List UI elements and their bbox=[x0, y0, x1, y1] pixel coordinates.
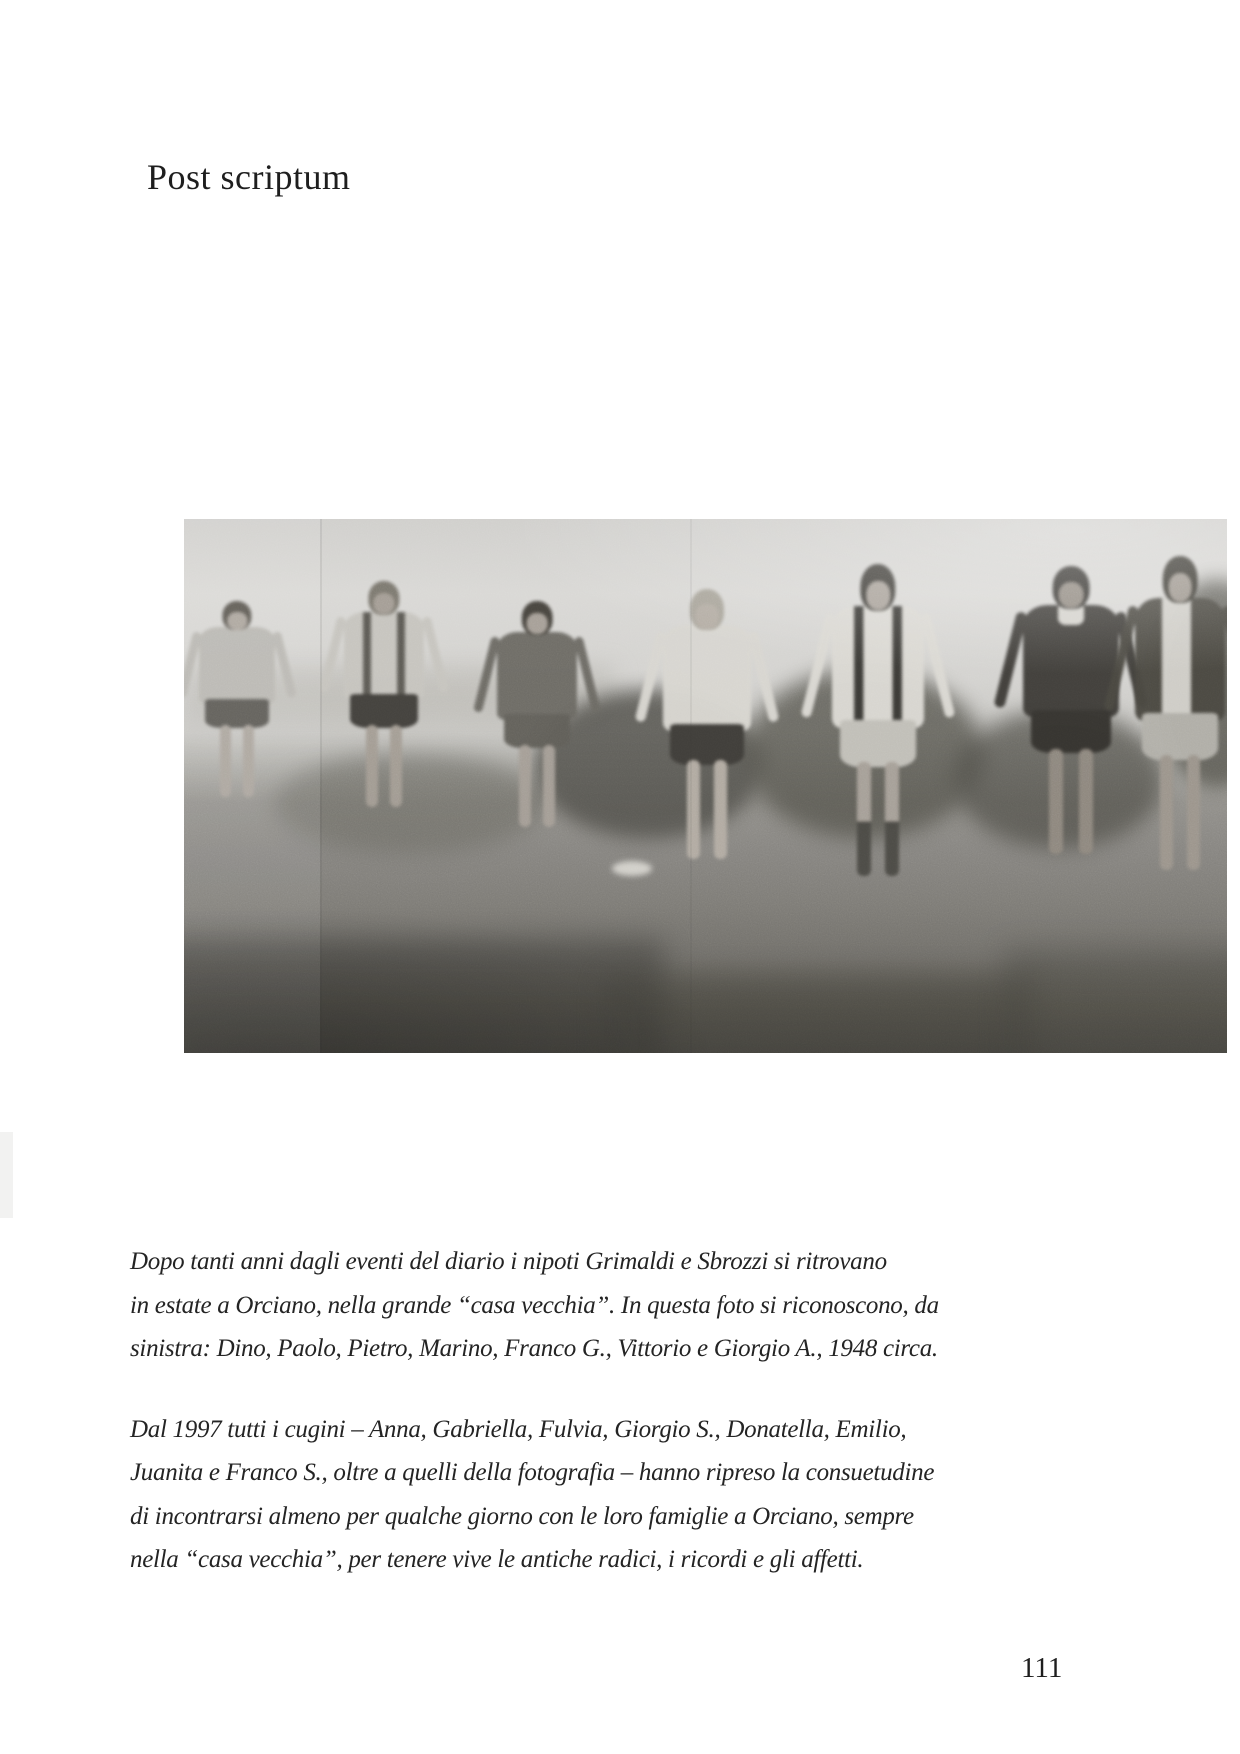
child-leg bbox=[687, 760, 700, 859]
child-torso bbox=[663, 625, 751, 730]
child-shorts bbox=[1031, 710, 1111, 753]
photo-child-2 bbox=[338, 581, 430, 807]
caption-line: di incontrarsi almeno per qualche giorno con le loro famiglie a Orciano, sempre bbox=[130, 1502, 914, 1530]
left-margin-artifact bbox=[0, 1132, 13, 1218]
child-face bbox=[695, 604, 718, 629]
photo-child-3 bbox=[492, 601, 582, 827]
child-arm bbox=[993, 611, 1027, 709]
child-face bbox=[1168, 573, 1192, 602]
child-face bbox=[866, 581, 890, 610]
photo-caption bbox=[130, 1240, 1090, 1582]
child-leg bbox=[390, 725, 402, 807]
child-shorts bbox=[1142, 713, 1217, 760]
child-leg bbox=[366, 725, 378, 807]
child-shorts bbox=[840, 720, 917, 767]
scan-seam bbox=[320, 519, 322, 1053]
page-number: 111 bbox=[1021, 1652, 1063, 1684]
child-torso bbox=[344, 612, 425, 700]
child-leg bbox=[885, 762, 899, 876]
caption-paragraph-1 bbox=[130, 1240, 1090, 1371]
child-shorts bbox=[350, 694, 418, 728]
child-head bbox=[860, 564, 895, 611]
child-torso bbox=[1135, 598, 1225, 720]
grass-patch bbox=[1004, 949, 1227, 1053]
child-leg bbox=[1079, 749, 1093, 854]
child-leg bbox=[543, 745, 555, 827]
child-head bbox=[1053, 566, 1090, 609]
caption-line: in estate a Orciano, nella grande “casa vecchia”. In questa foto si riconoscono, da bbox=[130, 1291, 939, 1319]
light-spot bbox=[612, 861, 652, 876]
child-face bbox=[1059, 582, 1084, 609]
child-head bbox=[690, 589, 724, 630]
child-torso bbox=[497, 632, 576, 720]
child-face bbox=[527, 613, 548, 634]
child-leg bbox=[714, 760, 727, 859]
child-head bbox=[368, 581, 399, 615]
caption-line: Dal 1997 tutti i cugini – Anna, Gabriella, Fulvia, Giorgio S., Donatella, Emilio, bbox=[130, 1415, 907, 1443]
photo-child-7 bbox=[1129, 556, 1227, 870]
child-head bbox=[522, 601, 553, 635]
caption-line: Juanita e Franco S., oltre a quelli della fotografia – hanno ripreso la consuetudine bbox=[130, 1459, 935, 1486]
photo-child-5 bbox=[826, 564, 930, 876]
scan-seam bbox=[690, 519, 692, 1053]
caption-paragraph-2 bbox=[130, 1408, 1090, 1582]
child-leg bbox=[857, 762, 871, 876]
caption-line: sinistra: Dino, Paolo, Pietro, Marino, Franco G., Vittorio e Giorgio A., 1948 circa. bbox=[130, 1335, 938, 1362]
child-shorts bbox=[504, 714, 571, 748]
child-face bbox=[373, 593, 394, 614]
caption-line: Dopo tanti anni dagli eventi del diario i nipoti Grimaldi e Sbrozzi si ritrovano bbox=[130, 1248, 887, 1275]
child-head bbox=[1163, 556, 1198, 603]
child-leg bbox=[519, 745, 531, 827]
page-title: Post scriptum bbox=[147, 157, 351, 197]
grass-patch bbox=[604, 974, 1034, 1053]
child-shorts bbox=[670, 724, 744, 765]
child-suspenders bbox=[832, 606, 924, 728]
child-suspenders bbox=[344, 612, 425, 700]
caption-line: nella “casa vecchia”, per tenere vive le antiche radici, i ricordi e gli affetti. bbox=[130, 1546, 864, 1573]
child-leg bbox=[1187, 755, 1200, 870]
child-torso bbox=[832, 606, 924, 728]
scan-band bbox=[184, 519, 320, 1053]
child-leg bbox=[1160, 755, 1173, 870]
child-leg bbox=[1049, 749, 1063, 854]
photo-children-holding-hands bbox=[184, 519, 1227, 1053]
photo-scene bbox=[184, 519, 1227, 1053]
photo-child-4 bbox=[657, 589, 757, 859]
